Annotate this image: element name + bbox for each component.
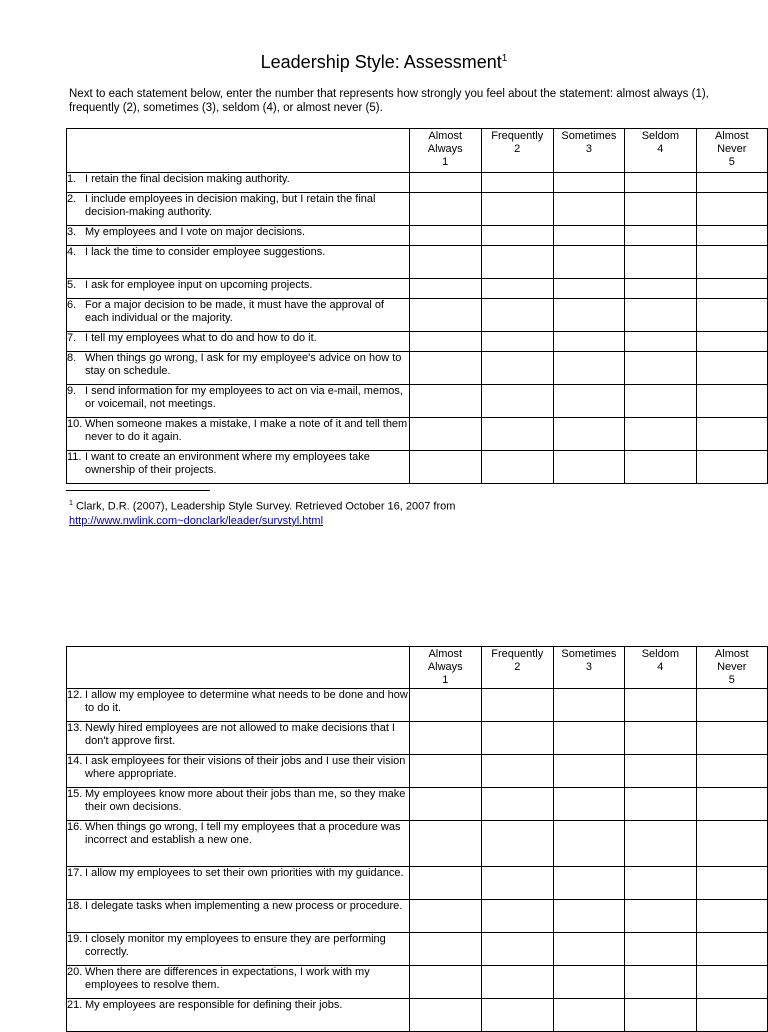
statement <box>67 352 409 378</box>
statement-text: I allow my employees to set their own priorities with my guidance. <box>85 867 404 879</box>
statement-number: 8. <box>67 352 77 364</box>
statement-cell <box>67 755 410 788</box>
statement-cell <box>67 173 410 193</box>
rating-cell[interactable] <box>625 867 696 900</box>
statement-number: 14. <box>67 755 83 767</box>
statement-row <box>67 689 768 722</box>
rating-cell[interactable] <box>696 900 768 933</box>
statement-number: 15. <box>67 788 83 800</box>
rating-cell[interactable] <box>553 246 625 279</box>
statement-cell <box>67 299 410 332</box>
column-header <box>409 647 481 689</box>
rating-cell[interactable] <box>409 193 481 226</box>
instructions: Next to each statement below, enter the number that represents how strongly you feel about the statement: almost always (1), frequently (2), sometimes (3), seldom (4), or almost never (5). <box>69 88 709 114</box>
statement-text: For a major decision to be made, it must have the approval of each individual or the majority. <box>85 299 384 324</box>
statement-cell <box>67 385 410 418</box>
column-header-number: 3 <box>585 143 592 155</box>
rating-cell[interactable] <box>409 966 481 999</box>
column-header-label: Almost Always <box>427 130 463 155</box>
rating-cell[interactable] <box>696 722 768 755</box>
statement-number: 4. <box>67 246 77 258</box>
column-header-label: Almost Never <box>714 648 749 673</box>
rating-cell[interactable] <box>409 933 481 966</box>
column-header <box>696 129 767 173</box>
statement-number: 12. <box>67 689 83 701</box>
rating-cell[interactable] <box>625 821 696 867</box>
statement <box>67 451 409 477</box>
rating-cell[interactable] <box>696 966 768 999</box>
column-header-label: Almost Always <box>427 648 463 673</box>
rating-cell[interactable] <box>481 451 553 484</box>
rating-cell[interactable] <box>696 279 767 299</box>
statement <box>67 788 409 814</box>
rating-cell[interactable] <box>409 788 481 821</box>
rating-cell[interactable] <box>625 966 696 999</box>
rating-cell[interactable] <box>553 999 625 1032</box>
rating-cell[interactable] <box>481 352 553 385</box>
statement-cell <box>67 451 410 484</box>
statement-row <box>67 246 768 279</box>
statement-row <box>67 352 768 385</box>
statement-text: I allow my employee to determine what needs to be done and how to do it. <box>85 689 408 714</box>
statement <box>67 226 409 239</box>
statement-number: 13. <box>67 722 83 734</box>
statement-cell <box>67 689 410 722</box>
rating-cell[interactable] <box>553 867 625 900</box>
statement-text: I closely monitor my employees to ensure they are performing correctly. <box>85 933 386 958</box>
statement <box>67 279 409 292</box>
rating-cell[interactable] <box>625 933 696 966</box>
rating-cell[interactable] <box>409 332 481 352</box>
rating-cell[interactable] <box>409 722 481 755</box>
header-row <box>67 129 768 173</box>
rating-cell[interactable] <box>625 352 696 385</box>
statement <box>67 193 409 219</box>
rating-cell[interactable] <box>553 299 625 332</box>
rating-cell[interactable] <box>553 226 625 246</box>
statement-text: I tell my employees what to do and how to do it. <box>85 332 317 344</box>
statement <box>67 332 409 345</box>
rating-cell[interactable] <box>409 226 481 246</box>
column-header <box>696 647 768 689</box>
rating-cell[interactable] <box>481 385 553 418</box>
rating-cell[interactable] <box>696 193 767 226</box>
statement-text: My employees and I vote on major decisions. <box>85 226 306 238</box>
statement-row <box>67 332 768 352</box>
rating-cell[interactable] <box>481 689 553 722</box>
rating-cell[interactable] <box>625 173 696 193</box>
column-header-number: 4 <box>657 661 664 673</box>
rating-cell[interactable] <box>625 418 696 451</box>
rating-cell[interactable] <box>696 999 768 1032</box>
rating-cell[interactable] <box>409 900 481 933</box>
column-header-label: Seldom <box>641 648 679 660</box>
statement-number: 3. <box>67 226 77 238</box>
statement-number: 17. <box>67 867 83 879</box>
rating-cell[interactable] <box>696 246 767 279</box>
statement-text: I delegate tasks when implementing a new process or procedure. <box>85 900 403 912</box>
statement <box>67 689 409 715</box>
footnote-link[interactable]: http://www.nwlink.com~donclark/leader/survstyl.html <box>69 514 324 527</box>
footnote-mark: 1 <box>69 500 73 507</box>
rating-cell[interactable] <box>481 722 553 755</box>
footnote <box>69 497 709 528</box>
rating-cell[interactable] <box>696 385 767 418</box>
rating-cell[interactable] <box>481 418 553 451</box>
statement-cell <box>67 246 410 279</box>
statement-number: 10. <box>67 418 83 430</box>
statement-number: 16. <box>67 821 83 833</box>
statement-number: 11. <box>67 451 82 463</box>
column-header <box>481 129 553 173</box>
footnote-text: Clark, D.R. (2007), Leadership Style Survey. Retrieved October 16, 2007 from <box>72 500 456 513</box>
rating-cell[interactable] <box>481 332 553 352</box>
statement <box>67 173 409 186</box>
statement <box>67 933 409 959</box>
statement-text: I ask for employee input on upcoming projects. <box>85 279 313 291</box>
rating-cell[interactable] <box>625 385 696 418</box>
rating-cell[interactable] <box>481 821 553 867</box>
rating-cell[interactable] <box>409 246 481 279</box>
rating-cell[interactable] <box>553 385 625 418</box>
statement-text: When things go wrong, I ask for my employee's advice on how to stay on schedule. <box>85 352 402 377</box>
statement-text: When someone makes a mistake, I make a note of it and tell them never to do it again. <box>85 418 408 443</box>
statement-number: 6. <box>67 299 77 311</box>
statement-row <box>67 173 768 193</box>
statement-header <box>67 129 410 173</box>
statement-text: I ask employees for their visions of their jobs and I use their vision where appropriate. <box>85 755 406 780</box>
statement-text: I include employees in decision making, but I retain the final decision-making authority. <box>85 193 376 218</box>
statement-text: Newly hired employees are not allowed to make decisions that I don't approve first. <box>85 722 395 747</box>
rating-cell[interactable] <box>696 788 768 821</box>
rating-cell[interactable] <box>481 173 553 193</box>
rating-cell[interactable] <box>625 279 696 299</box>
rating-cell[interactable] <box>481 246 553 279</box>
statement-row <box>67 867 768 900</box>
statement-number: 21. <box>67 999 83 1011</box>
rating-cell[interactable] <box>696 689 768 722</box>
column-header-label: Frequently <box>491 648 544 660</box>
column-header-label: Seldom <box>641 130 680 142</box>
rating-cell[interactable] <box>553 755 625 788</box>
statement-row <box>67 193 768 226</box>
statement-cell <box>67 352 410 385</box>
statement-row <box>67 226 768 246</box>
rating-cell[interactable] <box>481 755 553 788</box>
statement-number: 2. <box>67 193 77 205</box>
rating-cell[interactable] <box>553 788 625 821</box>
statement <box>67 385 409 411</box>
rating-cell[interactable] <box>625 689 696 722</box>
statement <box>67 999 409 1012</box>
rating-cell[interactable] <box>625 788 696 821</box>
rating-cell[interactable] <box>625 226 696 246</box>
column-header-number: 1 <box>442 156 449 168</box>
rating-cell[interactable] <box>696 755 768 788</box>
statement-number: 5. <box>67 279 77 291</box>
statement-number: 7. <box>67 332 77 344</box>
statement-text: My employees know more about their jobs than me, so they make their own decisions. <box>85 788 406 813</box>
rating-cell[interactable] <box>553 451 625 484</box>
rating-cell[interactable] <box>481 788 553 821</box>
statement <box>67 299 409 325</box>
rating-cell[interactable] <box>409 385 481 418</box>
rating-cell[interactable] <box>481 933 553 966</box>
rating-cell[interactable] <box>481 299 553 332</box>
column-header-number: 3 <box>585 661 592 673</box>
statement <box>67 867 409 880</box>
rating-cell[interactable] <box>553 821 625 867</box>
rating-cell[interactable] <box>696 226 767 246</box>
rating-cell[interactable] <box>409 352 481 385</box>
rating-cell[interactable] <box>625 900 696 933</box>
rating-cell[interactable] <box>481 999 553 1032</box>
column-header-number: 2 <box>514 661 521 673</box>
footnote-rule <box>66 490 210 491</box>
rating-cell[interactable] <box>553 933 625 966</box>
statement-text: I want to create an environment where my employees take ownership of their projects. <box>85 451 370 476</box>
statement-cell <box>67 722 410 755</box>
rating-cell[interactable] <box>553 352 625 385</box>
column-header-number: 5 <box>728 156 735 168</box>
statement-row <box>67 755 768 788</box>
column-header-label: Almost Never <box>714 130 749 155</box>
statement <box>67 418 409 444</box>
rating-cell[interactable] <box>553 173 625 193</box>
rating-cell[interactable] <box>553 966 625 999</box>
rating-cell[interactable] <box>696 332 767 352</box>
statement <box>67 821 409 847</box>
statement-cell <box>67 332 410 352</box>
rating-cell[interactable] <box>409 867 481 900</box>
rating-cell[interactable] <box>481 279 553 299</box>
statement-row <box>67 279 768 299</box>
rating-cell[interactable] <box>696 418 767 451</box>
rating-cell[interactable] <box>409 299 481 332</box>
statement-text: I retain the final decision making authority. <box>85 173 290 185</box>
rating-cell[interactable] <box>696 173 767 193</box>
rating-cell[interactable] <box>696 451 767 484</box>
rating-cell[interactable] <box>481 867 553 900</box>
statement-cell <box>67 193 410 226</box>
column-header-label: Frequently <box>491 130 544 142</box>
statement-cell <box>67 279 410 299</box>
rating-cell[interactable] <box>553 418 625 451</box>
column-header <box>625 647 696 689</box>
rating-cell[interactable] <box>625 193 696 226</box>
statement-number: 20. <box>67 966 83 978</box>
rating-cell[interactable] <box>481 226 553 246</box>
statement-text: I send information for my employees to act on via e-mail, memos, or voicemail, not meetings. <box>85 385 403 410</box>
page-title <box>0 50 768 74</box>
rating-cell[interactable] <box>625 299 696 332</box>
rating-cell[interactable] <box>553 900 625 933</box>
title-text: Leadership Style: Assessment <box>260 52 502 72</box>
rating-cell[interactable] <box>409 279 481 299</box>
column-header <box>553 129 625 173</box>
statement-cell <box>67 821 410 867</box>
rating-cell[interactable] <box>553 332 625 352</box>
header-row <box>67 647 768 689</box>
column-header-number: 5 <box>728 674 735 686</box>
statement-row <box>67 933 768 966</box>
rating-cell[interactable] <box>696 867 768 900</box>
statement-cell <box>67 966 410 999</box>
statement-row <box>67 900 768 933</box>
statement <box>67 900 409 913</box>
column-header-number: 1 <box>442 674 449 686</box>
statement-header <box>67 647 410 689</box>
statement-cell <box>67 999 410 1032</box>
statement <box>67 966 409 992</box>
statement-cell <box>67 788 410 821</box>
title-footnote-mark: 1 <box>501 53 508 64</box>
rating-cell[interactable] <box>409 689 481 722</box>
column-header-label: Sometimes <box>561 648 617 660</box>
column-header-number: 4 <box>657 143 664 155</box>
statement-row <box>67 299 768 332</box>
statement-text: When things go wrong, I tell my employees that a procedure was incorrect and establish a new one. <box>85 821 401 846</box>
rating-cell[interactable] <box>553 279 625 299</box>
statement-text: My employees are responsible for defining their jobs. <box>85 999 343 1011</box>
statement-row <box>67 722 768 755</box>
statement-number: 1. <box>67 173 77 185</box>
rating-cell[interactable] <box>553 722 625 755</box>
column-header-number: 2 <box>514 143 521 155</box>
rating-cell[interactable] <box>625 999 696 1032</box>
statement-number: 18. <box>67 900 83 912</box>
rating-cell[interactable] <box>409 821 481 867</box>
rating-cell[interactable] <box>625 332 696 352</box>
rating-cell[interactable] <box>409 418 481 451</box>
column-header <box>481 647 553 689</box>
statement-row <box>67 966 768 999</box>
rating-cell[interactable] <box>696 352 767 385</box>
column-header-label: Sometimes <box>561 130 617 142</box>
rating-cell[interactable] <box>481 193 553 226</box>
statement-row <box>67 451 768 484</box>
rating-cell[interactable] <box>696 933 768 966</box>
assessment-table-2 <box>66 646 768 1032</box>
statement-number: 9. <box>67 385 77 397</box>
rating-cell[interactable] <box>409 999 481 1032</box>
rating-cell[interactable] <box>409 755 481 788</box>
column-header <box>409 129 481 173</box>
statement-text: When there are differences in expectations, I work with my employees to resolve them. <box>85 966 370 991</box>
rating-cell[interactable] <box>696 299 767 332</box>
statement-row <box>67 788 768 821</box>
statement-number: 19. <box>67 933 83 945</box>
statement-row <box>67 821 768 867</box>
column-header <box>625 129 696 173</box>
column-header <box>553 647 625 689</box>
statement-row <box>67 385 768 418</box>
statement <box>67 755 409 781</box>
statement <box>67 246 409 259</box>
rating-cell[interactable] <box>553 689 625 722</box>
statement-row <box>67 999 768 1032</box>
rating-cell[interactable] <box>553 193 625 226</box>
statement-cell <box>67 933 410 966</box>
statement <box>67 722 409 748</box>
rating-cell[interactable] <box>625 451 696 484</box>
statement-cell <box>67 418 410 451</box>
statement-cell <box>67 867 410 900</box>
rating-cell[interactable] <box>696 821 768 867</box>
rating-cell[interactable] <box>625 755 696 788</box>
statement-text: I lack the time to consider employee suggestions. <box>85 246 326 258</box>
rating-cell[interactable] <box>409 173 481 193</box>
rating-cell[interactable] <box>625 246 696 279</box>
assessment-table-1 <box>66 128 768 484</box>
rating-cell[interactable] <box>625 722 696 755</box>
rating-cell[interactable] <box>409 451 481 484</box>
statement-row <box>67 418 768 451</box>
rating-cell[interactable] <box>481 900 553 933</box>
statement-cell <box>67 226 410 246</box>
rating-cell[interactable] <box>481 966 553 999</box>
statement-cell <box>67 900 410 933</box>
